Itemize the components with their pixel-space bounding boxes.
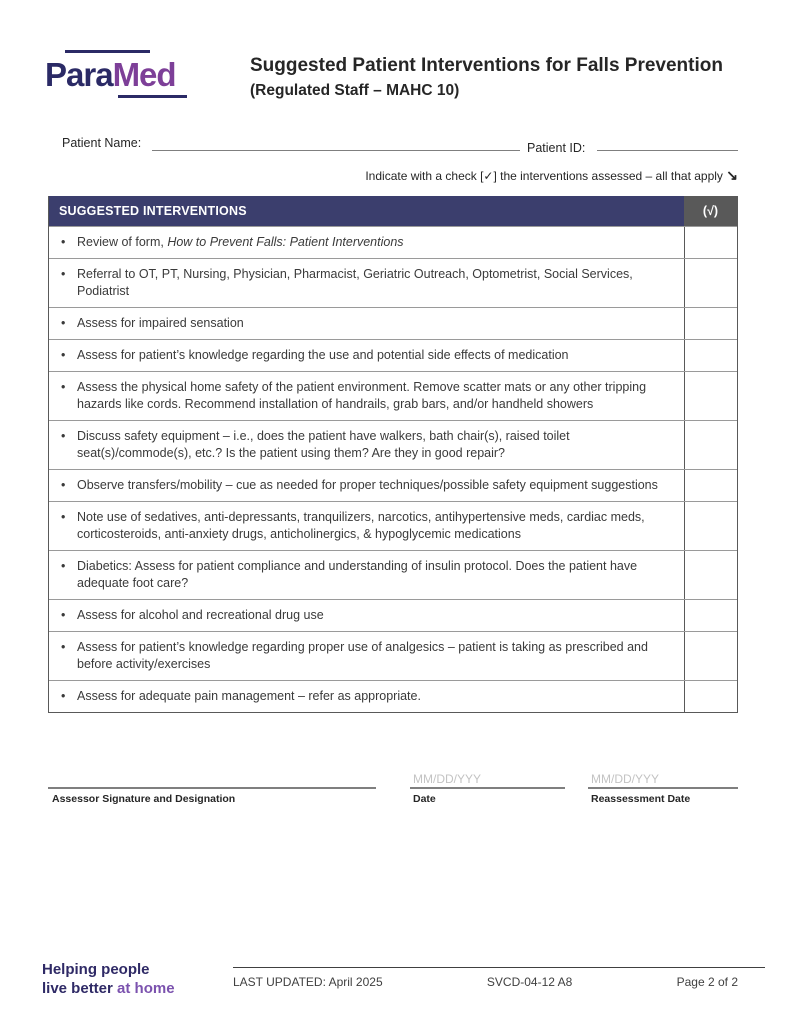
intervention-row: [49, 258, 737, 307]
bullet-icon: [61, 315, 77, 332]
date-field[interactable]: [410, 787, 565, 789]
patient-name-label: Patient Name:: [62, 136, 142, 150]
check-cell[interactable]: [684, 551, 737, 599]
paramed-logo: [45, 50, 195, 91]
check-instruction: [365, 167, 738, 184]
date-placeholder: MM/DD/YYY: [413, 772, 482, 786]
tagline-line2: live better at home: [42, 980, 175, 997]
intervention-row: [49, 226, 737, 258]
intervention-text: • Observe transfers/mobility – cue as needed for proper techniques/possible safety equipment suggestions: [49, 470, 684, 501]
logo-part-para: Para: [45, 56, 113, 93]
patient-id-field[interactable]: [597, 150, 738, 151]
intervention-row: [49, 339, 737, 371]
bullet-icon: [61, 234, 77, 251]
intervention-row: [49, 550, 737, 599]
interventions-table: [48, 196, 738, 713]
reassessment-date-label: Reassessment Date: [591, 793, 691, 805]
date-label: Date: [413, 793, 436, 805]
patient-id-label: Patient ID:: [527, 141, 586, 155]
tagline-line1: Helping people: [42, 961, 150, 978]
intervention-row: [49, 307, 737, 339]
intervention-row: [49, 420, 737, 469]
check-cell[interactable]: [684, 340, 737, 371]
bullet-icon: [61, 477, 77, 494]
tagline-at-home: at home: [117, 980, 175, 997]
page-subtitle: (Regulated Staff – MAHC 10): [250, 81, 460, 99]
footer-doc-code: SVCD-04-12 A8: [486, 975, 573, 989]
intervention-text: • Review of form, How to Prevent Falls: Patient Interventions: [49, 227, 684, 258]
logo-text: [45, 50, 195, 91]
bullet-icon: [61, 347, 77, 364]
intervention-text: • Assess for patient’s knowledge regarding proper use of analgesics – patient is taking as prescribed and before activity/exercises: [49, 632, 684, 680]
footer-info-row: [233, 975, 738, 989]
intervention-text: • Diabetics: Assess for patient compliance and understanding of insulin protocol. Does the patient have adequate foot care?: [49, 551, 684, 599]
table-header-row: [49, 196, 737, 226]
check-cell[interactable]: [684, 421, 737, 469]
check-cell[interactable]: [684, 372, 737, 420]
check-cell[interactable]: [684, 470, 737, 501]
intervention-row: [49, 371, 737, 420]
bullet-icon: [61, 558, 77, 592]
intervention-row: [49, 680, 737, 712]
intervention-row: [49, 501, 737, 550]
intervention-row: [49, 599, 737, 631]
patient-name-field[interactable]: [152, 150, 520, 151]
reassessment-date-field[interactable]: [588, 787, 738, 789]
intervention-text: • Assess the physical home safety of the patient environment. Remove scatter mats or any other tripping hazards like cords. Recommend installation of handrails, grab bars, and/or handheld showers: [49, 372, 684, 420]
check-cell[interactable]: [684, 632, 737, 680]
table-header-check-column: (√): [684, 196, 737, 226]
intervention-row: [49, 631, 737, 680]
check-cell[interactable]: [684, 600, 737, 631]
intervention-text: • Assess for adequate pain management – refer as appropriate.: [49, 681, 684, 712]
footer-divider: [233, 967, 765, 968]
intervention-text: • Assess for patient’s knowledge regarding the use and potential side effects of medication: [49, 340, 684, 371]
bullet-icon: [61, 607, 77, 624]
logo-rule-top: [65, 50, 150, 53]
check-instruction-text: Indicate with a check [✓] the interventions assessed – all that apply: [365, 169, 727, 183]
intervention-text: • Referral to OT, PT, Nursing, Physician, Pharmacist, Geriatric Outreach, Optometrist, Social Services, Podiatrist: [49, 259, 684, 307]
logo-rule-bottom: [118, 95, 187, 98]
check-cell[interactable]: [684, 259, 737, 307]
bullet-icon: [61, 688, 77, 705]
brand-tagline: [42, 960, 175, 998]
bullet-icon: [61, 509, 77, 543]
down-right-arrow-icon: ↘: [726, 167, 738, 183]
bullet-icon: [61, 266, 77, 300]
footer-page-number: Page 2 of 2: [676, 975, 738, 989]
logo-part-med: Med: [112, 56, 176, 93]
title-block: [250, 55, 750, 100]
bullet-icon: [61, 379, 77, 413]
table-header-interventions: SUGGESTED INTERVENTIONS: [49, 196, 684, 226]
check-cell[interactable]: [684, 681, 737, 712]
intervention-text: • Discuss safety equipment – i.e., does the patient have walkers, bath chair(s), raised toilet seat(s)/commode(s), etc.? Is the patient using them? Are they in good repair?: [49, 421, 684, 469]
intervention-text: • Note use of sedatives, anti-depressants, tranquilizers, narcotics, antihypertensive meds, cardiac meds, corticosteroids, anti-anxiety drugs, anticholinergics, & hypoglycemic medications: [49, 502, 684, 550]
check-cell[interactable]: [684, 308, 737, 339]
intervention-row: [49, 469, 737, 501]
intervention-text: • Assess for impaired sensation: [49, 308, 684, 339]
check-cell[interactable]: [684, 227, 737, 258]
assessor-signature-field[interactable]: [48, 787, 376, 789]
intervention-text: • Assess for alcohol and recreational drug use: [49, 600, 684, 631]
assessor-signature-label: Assessor Signature and Designation: [52, 793, 236, 805]
check-cell[interactable]: [684, 502, 737, 550]
footer-last-updated: LAST UPDATED: April 2025: [233, 975, 383, 989]
bullet-icon: [61, 428, 77, 462]
reassessment-date-placeholder: MM/DD/YYY: [591, 772, 660, 786]
bullet-icon: [61, 639, 77, 673]
page-title: Suggested Patient Interventions for Falls Prevention: [250, 55, 723, 76]
